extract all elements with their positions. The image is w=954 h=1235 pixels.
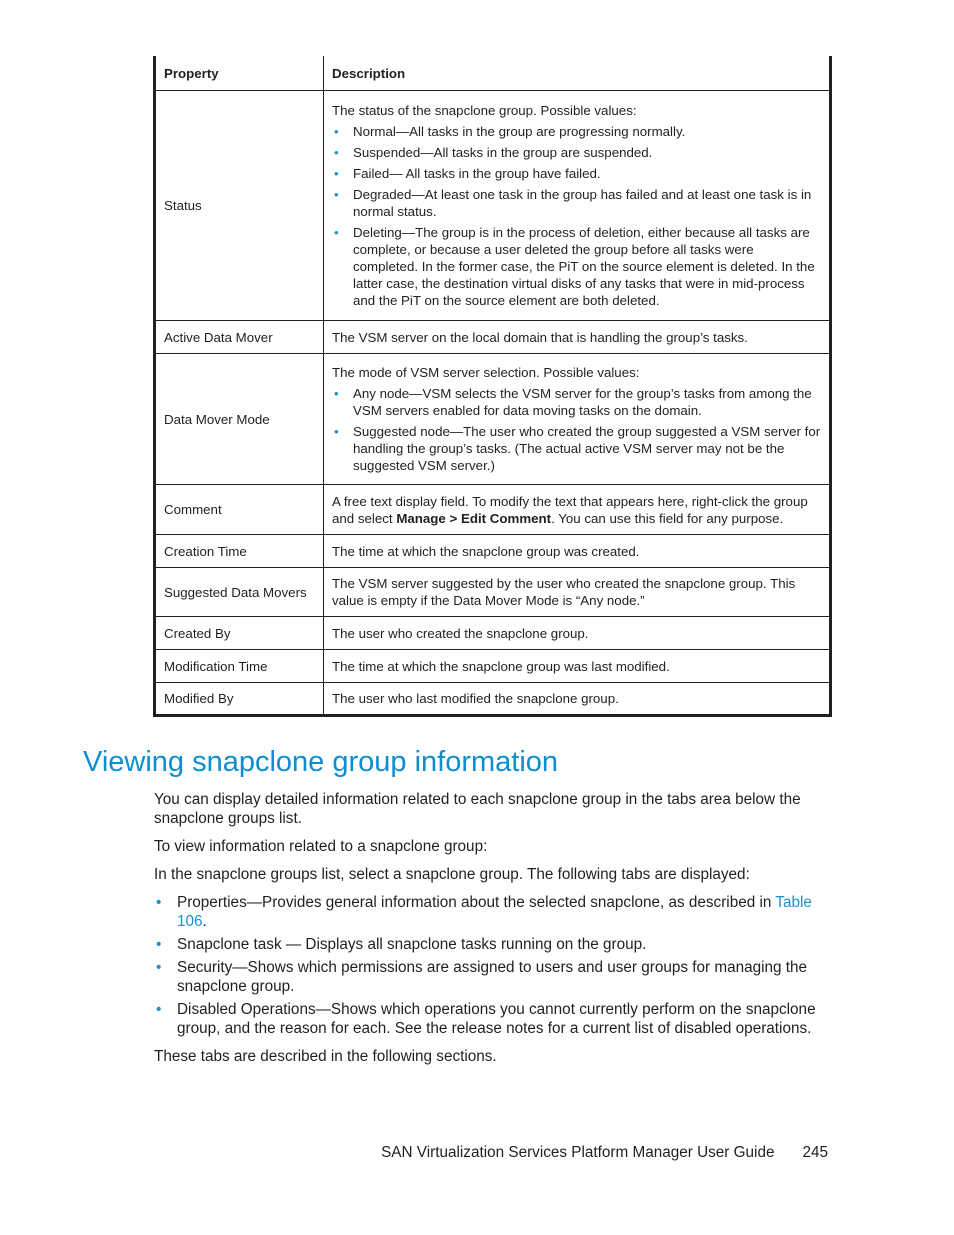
table-row — [155, 568, 831, 617]
list-item: • Failed— All tasks in the group have failed. — [332, 165, 821, 182]
table-row — [155, 321, 831, 354]
description-cell: The VSM server on the local domain that is handling the group’s tasks. — [324, 321, 831, 354]
description-cell: The time at which the snapclone group was last modified. — [324, 650, 831, 683]
page-number: 245 — [802, 1144, 828, 1161]
description-cell: The VSM server suggested by the user who created the snapclone group. This value is empty if the Data Mover Mode is “Any node.” — [324, 568, 831, 617]
table-row — [155, 617, 831, 650]
property-cell: Creation Time — [155, 535, 324, 568]
step-paragraph: In the snapclone groups list, select a snapclone group. The following tabs are displayed: — [154, 866, 750, 883]
property-cell: Modified By — [155, 683, 324, 716]
instruction-paragraph: To view information related to a snapclone group: — [154, 838, 488, 855]
list-item: • Deleting—The group is in the process of deletion, either because all tasks are complete, or because a user deleted the group before all tasks were completed. In the former case, the PiT on the source element is deleted. In the latter case, the destination virtual disks of any tasks that were in mid-process and the PiT on the source element are both deleted. — [332, 224, 821, 309]
table-link[interactable]: Table 106 — [177, 894, 812, 930]
list-item-text: . — [202, 913, 207, 930]
description-cell — [324, 485, 831, 535]
section-title: Viewing snapclone group information — [83, 746, 559, 778]
description-cell: The user who last modified the snapclone group. — [324, 683, 831, 716]
list-item: • Security—Shows which permissions are assigned to users and user groups for managing the snapclone group. — [154, 958, 824, 996]
property-cell: Active Data Mover — [155, 321, 324, 354]
description-intro: The mode of VSM server selection. Possible values: — [332, 365, 640, 380]
table-header-row — [155, 56, 831, 91]
status-values-list — [332, 123, 821, 309]
page-footer — [381, 1143, 828, 1163]
description-cell: The time at which the snapclone group was created. — [324, 535, 831, 568]
mode-values-list — [332, 385, 821, 474]
menu-path: Manage > Edit Comment — [396, 510, 552, 526]
table-row — [155, 683, 831, 716]
closing-paragraph: These tabs are described in the following sections. — [154, 1048, 497, 1065]
property-cell: Comment — [155, 485, 324, 535]
comment-desc-after: . You can use this field for any purpose. — [551, 510, 784, 526]
header-property: Property — [155, 56, 324, 91]
table-row — [155, 650, 831, 683]
table-row — [155, 91, 831, 321]
guide-title: SAN Virtualization Services Platform Manager User Guide — [381, 1144, 775, 1161]
list-item: • Snapclone task — Displays all snapclone tasks running on the group. — [154, 935, 824, 954]
list-item: • Degraded—At least one task in the group has failed and at least one task is in normal status. — [332, 186, 821, 220]
header-description: Description — [324, 56, 831, 91]
property-cell: Modification Time — [155, 650, 324, 683]
description-cell: The user who created the snapclone group. — [324, 617, 831, 650]
list-item: • Suggested node—The user who created the group suggested a VSM server for handling the group’s tasks. (The actual active VSM server may not be the suggested VSM server.) — [332, 423, 821, 474]
property-cell: Suggested Data Movers — [155, 568, 324, 617]
list-item: • Disabled Operations—Shows which operations you cannot currently perform on the snapclone group, and the reason for each. See the release notes for a current list of disabled operations. — [154, 1000, 824, 1038]
comment-desc-before: A free text display field. To modify the text that appears here, right-click the group and select — [332, 493, 808, 526]
table-row — [155, 535, 831, 568]
list-item: • Normal—All tasks in the group are progressing normally. — [332, 123, 821, 140]
intro-paragraph: You can display detailed information related to each snapclone group in the tabs area below the snapclone groups list. — [154, 791, 801, 827]
properties-table — [153, 56, 832, 717]
section-body — [154, 790, 824, 1075]
list-item: • Any node—VSM selects the VSM server for the group’s tasks from among the VSM servers enabled for data moving tasks on the domain. — [332, 385, 821, 419]
description-intro: The status of the snapclone group. Possible values: — [332, 103, 637, 118]
property-cell: Created By — [155, 617, 324, 650]
list-item — [154, 893, 824, 931]
list-item-text: Properties—Provides general information about the selected snapclone, as described in — [177, 894, 776, 911]
table-row — [155, 354, 831, 485]
list-item: • Suspended—All tasks in the group are suspended. — [332, 144, 821, 161]
tabs-list — [154, 893, 824, 1038]
property-cell: Status — [155, 91, 324, 321]
description-cell — [324, 91, 831, 321]
property-cell: Data Mover Mode — [155, 354, 324, 485]
table-row — [155, 485, 831, 535]
description-cell — [324, 354, 831, 485]
